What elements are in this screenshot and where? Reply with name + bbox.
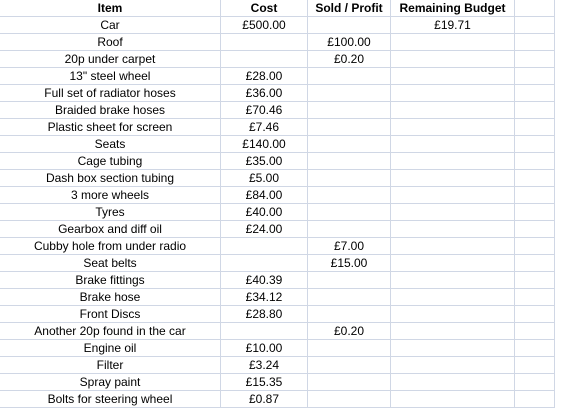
table-row (0, 51, 555, 68)
remaining-budget-cell[interactable] (391, 187, 515, 204)
table-row (0, 306, 555, 323)
empty-cell[interactable] (515, 51, 555, 68)
header-sold-profit[interactable]: Sold / Profit (308, 0, 391, 17)
empty-cell[interactable] (515, 306, 555, 323)
sold-profit-cell[interactable] (308, 374, 391, 391)
sold-profit-cell[interactable] (308, 68, 391, 85)
item-cell[interactable]: Full set of radiator hoses (0, 85, 221, 102)
empty-cell[interactable] (515, 238, 555, 255)
cost-cell[interactable]: £15.35 (221, 374, 308, 391)
empty-cell[interactable] (515, 34, 555, 51)
item-cell[interactable]: Front Discs (0, 306, 221, 323)
cost-cell[interactable]: £24.00 (221, 221, 308, 238)
item-cell[interactable]: Filter (0, 357, 221, 374)
remaining-budget-cell[interactable] (391, 255, 515, 272)
cost-cell[interactable]: £84.00 (221, 187, 308, 204)
table-row (0, 289, 555, 306)
sold-profit-cell[interactable] (308, 340, 391, 357)
sold-profit-cell[interactable]: £0.20 (308, 51, 391, 68)
empty-cell[interactable] (515, 204, 555, 221)
remaining-budget-cell[interactable] (391, 136, 515, 153)
sold-profit-cell[interactable] (308, 102, 391, 119)
header-cost[interactable]: Cost (221, 0, 308, 17)
table-row (0, 17, 555, 34)
cost-cell[interactable]: £34.12 (221, 289, 308, 306)
item-cell[interactable]: Bolts for steering wheel (0, 391, 221, 408)
sold-profit-cell[interactable] (308, 289, 391, 306)
table-row (0, 255, 555, 272)
empty-cell[interactable] (515, 136, 555, 153)
sold-profit-cell[interactable] (308, 170, 391, 187)
item-cell[interactable]: 13" steel wheel (0, 68, 221, 85)
sold-profit-cell[interactable] (308, 204, 391, 221)
empty-cell[interactable] (515, 255, 555, 272)
sold-profit-cell[interactable] (308, 85, 391, 102)
empty-cell[interactable] (515, 391, 555, 408)
cost-cell[interactable]: £500.00 (221, 17, 308, 34)
item-cell[interactable]: Brake fittings (0, 272, 221, 289)
cost-cell[interactable]: £36.00 (221, 85, 308, 102)
table-row (0, 272, 555, 289)
item-cell[interactable]: Tyres (0, 204, 221, 221)
empty-cell[interactable] (515, 357, 555, 374)
item-cell[interactable]: 20p under carpet (0, 51, 221, 68)
table-row (0, 34, 555, 51)
empty-cell[interactable] (515, 153, 555, 170)
cost-cell[interactable]: £28.80 (221, 306, 308, 323)
cost-cell[interactable]: £10.00 (221, 340, 308, 357)
remaining-budget-cell[interactable] (391, 374, 515, 391)
item-cell[interactable]: Seats (0, 136, 221, 153)
remaining-budget-cell[interactable]: £19.71 (391, 17, 515, 34)
cost-cell[interactable]: £0.87 (221, 391, 308, 408)
item-cell[interactable]: Seat belts (0, 255, 221, 272)
table-row (0, 221, 555, 238)
item-cell[interactable]: Car (0, 17, 221, 34)
empty-cell[interactable] (515, 85, 555, 102)
item-cell[interactable]: Braided brake hoses (0, 102, 221, 119)
header-item[interactable]: Item (0, 0, 221, 17)
table-row (0, 340, 555, 357)
sold-profit-cell[interactable]: £15.00 (308, 255, 391, 272)
empty-cell[interactable] (515, 187, 555, 204)
cost-cell[interactable]: £28.00 (221, 68, 308, 85)
remaining-budget-cell[interactable] (391, 238, 515, 255)
remaining-budget-cell[interactable] (391, 119, 515, 136)
remaining-budget-cell[interactable] (391, 204, 515, 221)
cost-cell[interactable]: £3.24 (221, 357, 308, 374)
sold-profit-cell[interactable] (308, 17, 391, 34)
remaining-budget-cell[interactable] (391, 170, 515, 187)
cost-cell[interactable] (221, 323, 308, 340)
remaining-budget-cell[interactable] (391, 34, 515, 51)
remaining-budget-cell[interactable] (391, 306, 515, 323)
sold-profit-cell[interactable] (308, 119, 391, 136)
cost-cell[interactable]: £7.46 (221, 119, 308, 136)
cost-cell[interactable] (221, 255, 308, 272)
empty-cell[interactable] (515, 17, 555, 34)
remaining-budget-cell[interactable] (391, 68, 515, 85)
empty-cell[interactable] (515, 102, 555, 119)
table-row (0, 136, 555, 153)
cost-cell[interactable] (221, 34, 308, 51)
item-cell[interactable]: Spray paint (0, 374, 221, 391)
item-cell[interactable]: Brake hose (0, 289, 221, 306)
table-row (0, 68, 555, 85)
remaining-budget-cell[interactable] (391, 102, 515, 119)
empty-cell[interactable] (515, 272, 555, 289)
sold-profit-cell[interactable] (308, 391, 391, 408)
remaining-budget-cell[interactable] (391, 289, 515, 306)
empty-cell[interactable] (515, 68, 555, 85)
table-row (0, 170, 555, 187)
empty-cell[interactable] (515, 340, 555, 357)
table-row (0, 391, 555, 408)
sold-profit-cell[interactable] (308, 357, 391, 374)
item-cell[interactable]: Gearbox and diff oil (0, 221, 221, 238)
table-row (0, 323, 555, 340)
sold-profit-cell[interactable]: £7.00 (308, 238, 391, 255)
table-row (0, 153, 555, 170)
item-cell[interactable]: Cubby hole from under radio (0, 238, 221, 255)
empty-cell[interactable] (515, 374, 555, 391)
sold-profit-cell[interactable] (308, 306, 391, 323)
item-cell[interactable]: Dash box section tubing (0, 170, 221, 187)
remaining-budget-cell[interactable] (391, 272, 515, 289)
table-row (0, 374, 555, 391)
cost-cell[interactable] (221, 238, 308, 255)
header-remaining-budget[interactable]: Remaining Budget (391, 0, 515, 17)
sold-profit-cell[interactable]: £0.20 (308, 323, 391, 340)
header-row (0, 0, 555, 17)
sold-profit-cell[interactable] (308, 136, 391, 153)
item-cell[interactable]: Roof (0, 34, 221, 51)
remaining-budget-cell[interactable] (391, 153, 515, 170)
cost-cell[interactable] (221, 51, 308, 68)
remaining-budget-cell[interactable] (391, 357, 515, 374)
table-row (0, 187, 555, 204)
empty-cell[interactable] (515, 0, 555, 17)
sold-profit-cell[interactable] (308, 187, 391, 204)
sold-profit-cell[interactable] (308, 272, 391, 289)
cost-cell[interactable]: £35.00 (221, 153, 308, 170)
empty-cell[interactable] (515, 119, 555, 136)
empty-cell[interactable] (515, 323, 555, 340)
sold-profit-cell[interactable]: £100.00 (308, 34, 391, 51)
remaining-budget-cell[interactable] (391, 51, 515, 68)
item-cell[interactable]: 3 more wheels (0, 187, 221, 204)
sold-profit-cell[interactable] (308, 153, 391, 170)
table-row (0, 357, 555, 374)
empty-cell[interactable] (515, 221, 555, 238)
table-row (0, 204, 555, 221)
item-cell[interactable]: Plastic sheet for screen (0, 119, 221, 136)
empty-cell[interactable] (515, 289, 555, 306)
table-row (0, 238, 555, 255)
cost-cell[interactable]: £5.00 (221, 170, 308, 187)
sold-profit-cell[interactable] (308, 221, 391, 238)
remaining-budget-cell[interactable] (391, 340, 515, 357)
cost-cell[interactable]: £140.00 (221, 136, 308, 153)
empty-cell[interactable] (515, 170, 555, 187)
cost-cell[interactable]: £40.00 (221, 204, 308, 221)
item-cell[interactable]: Another 20p found in the car (0, 323, 221, 340)
remaining-budget-cell[interactable] (391, 323, 515, 340)
table-row (0, 119, 555, 136)
remaining-budget-cell[interactable] (391, 85, 515, 102)
item-cell[interactable]: Cage tubing (0, 153, 221, 170)
table-row (0, 85, 555, 102)
cost-cell[interactable]: £40.39 (221, 272, 308, 289)
remaining-budget-cell[interactable] (391, 221, 515, 238)
cost-cell[interactable]: £70.46 (221, 102, 308, 119)
remaining-budget-cell[interactable] (391, 391, 515, 408)
table-row (0, 102, 555, 119)
item-cell[interactable]: Engine oil (0, 340, 221, 357)
